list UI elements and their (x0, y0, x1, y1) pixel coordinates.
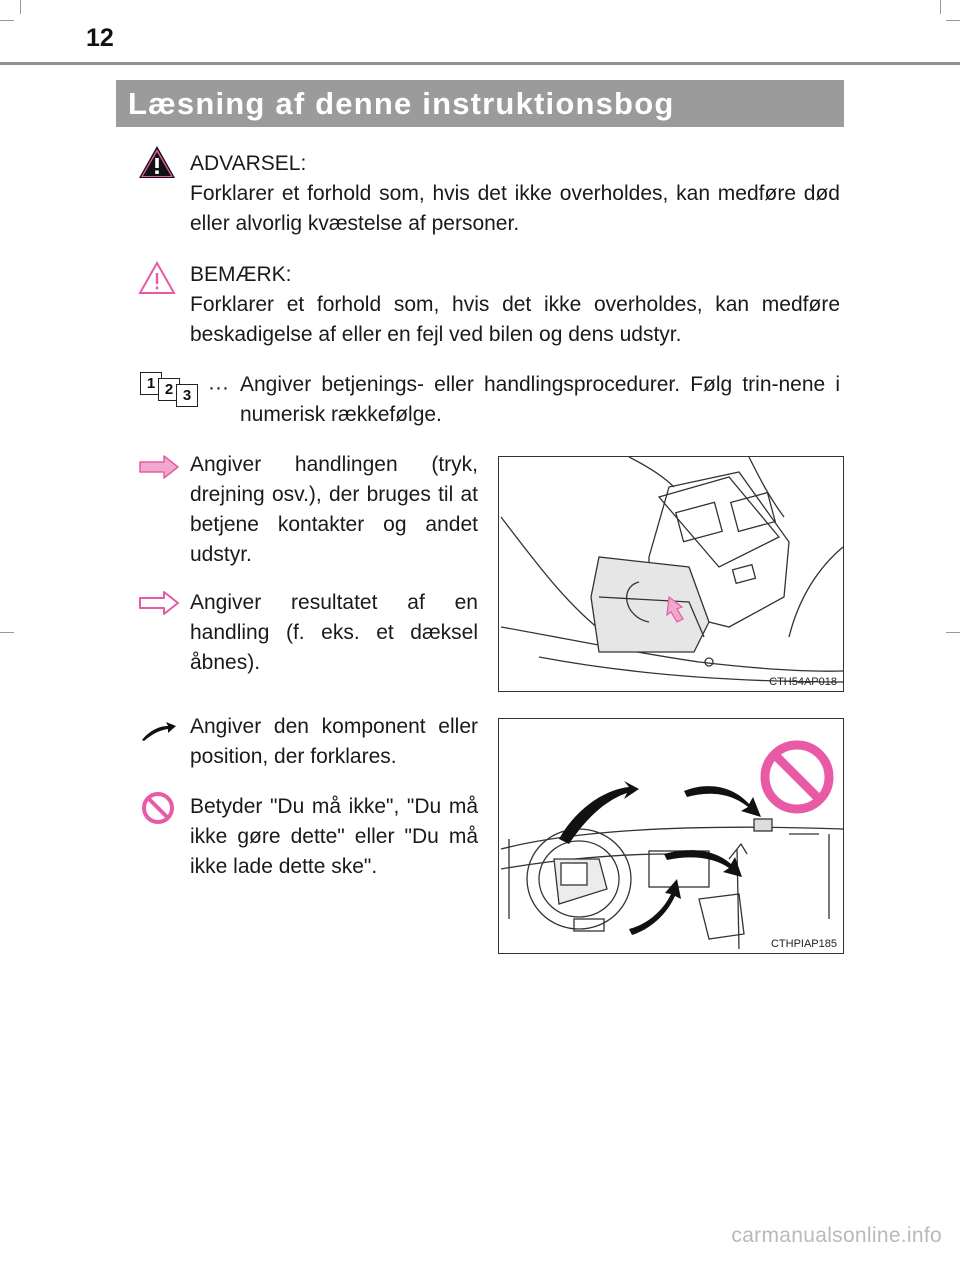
warning-text: Forklarer et forhold som, hvis det ikke overholdes, kan medføre død eller alvorlig kvæstelse af personer. (190, 182, 840, 235)
prohibited-icon (140, 790, 176, 826)
result-text: Angiver resultatet af en handling (f. eks. et dæksel åbnes). (190, 591, 478, 674)
step-number: 3 (176, 384, 198, 407)
crop-mark (0, 632, 14, 633)
outline-arrow-icon (138, 591, 180, 615)
warning-triangle-outline-icon (137, 260, 177, 296)
section-title-bar (116, 80, 844, 127)
crop-mark (940, 0, 941, 14)
crop-mark (20, 0, 21, 14)
crop-mark (0, 20, 14, 21)
crop-mark (946, 632, 960, 633)
step-number: 2 (158, 378, 180, 401)
component-text: Angiver den komponent eller position, der forklares. (190, 715, 478, 768)
notice-label: BEMÆRK: (190, 263, 292, 286)
pointer-arrow-icon (140, 720, 178, 742)
action-text: Angiver handlingen (tryk, drejning osv.), der bruges til at betjene kontakter og andet udstyr. (190, 453, 478, 566)
warning-triangle-filled-icon (137, 144, 177, 180)
dashboard-figure (498, 718, 844, 954)
filled-arrow-icon (138, 455, 180, 479)
figure-code: CTH54AP018 (769, 676, 837, 688)
overhead-console-illustration (499, 457, 843, 691)
overhead-console-figure (498, 456, 844, 692)
dashboard-illustration (499, 719, 843, 953)
warning-label: ADVARSEL: (190, 152, 307, 175)
prohibited-text: Betyder "Du må ikke", "Du må ikke gøre dette" eller "Du må ikke lade dette ske". (190, 795, 478, 878)
crop-mark (946, 20, 960, 21)
steps-text: Angiver betjenings- eller handlingsprocedurer. Følg trin-nene i numerisk rækkefølge. (240, 373, 840, 426)
steps-dots: ··· (208, 376, 229, 399)
notice-text: Forklarer et forhold som, hvis det ikke overholdes, kan medføre beskadigelse af eller en fejl ved bilen og dens udstyr. (190, 293, 840, 346)
figure-code: CTHPIAP185 (770, 938, 837, 950)
page-number: 12 (86, 24, 114, 52)
step-number: 1 (140, 372, 162, 395)
header-rule (0, 62, 960, 65)
watermark: carmanualsonline.info (731, 1224, 942, 1247)
section-title: Læsning af denne instruktionsbog (128, 85, 675, 121)
